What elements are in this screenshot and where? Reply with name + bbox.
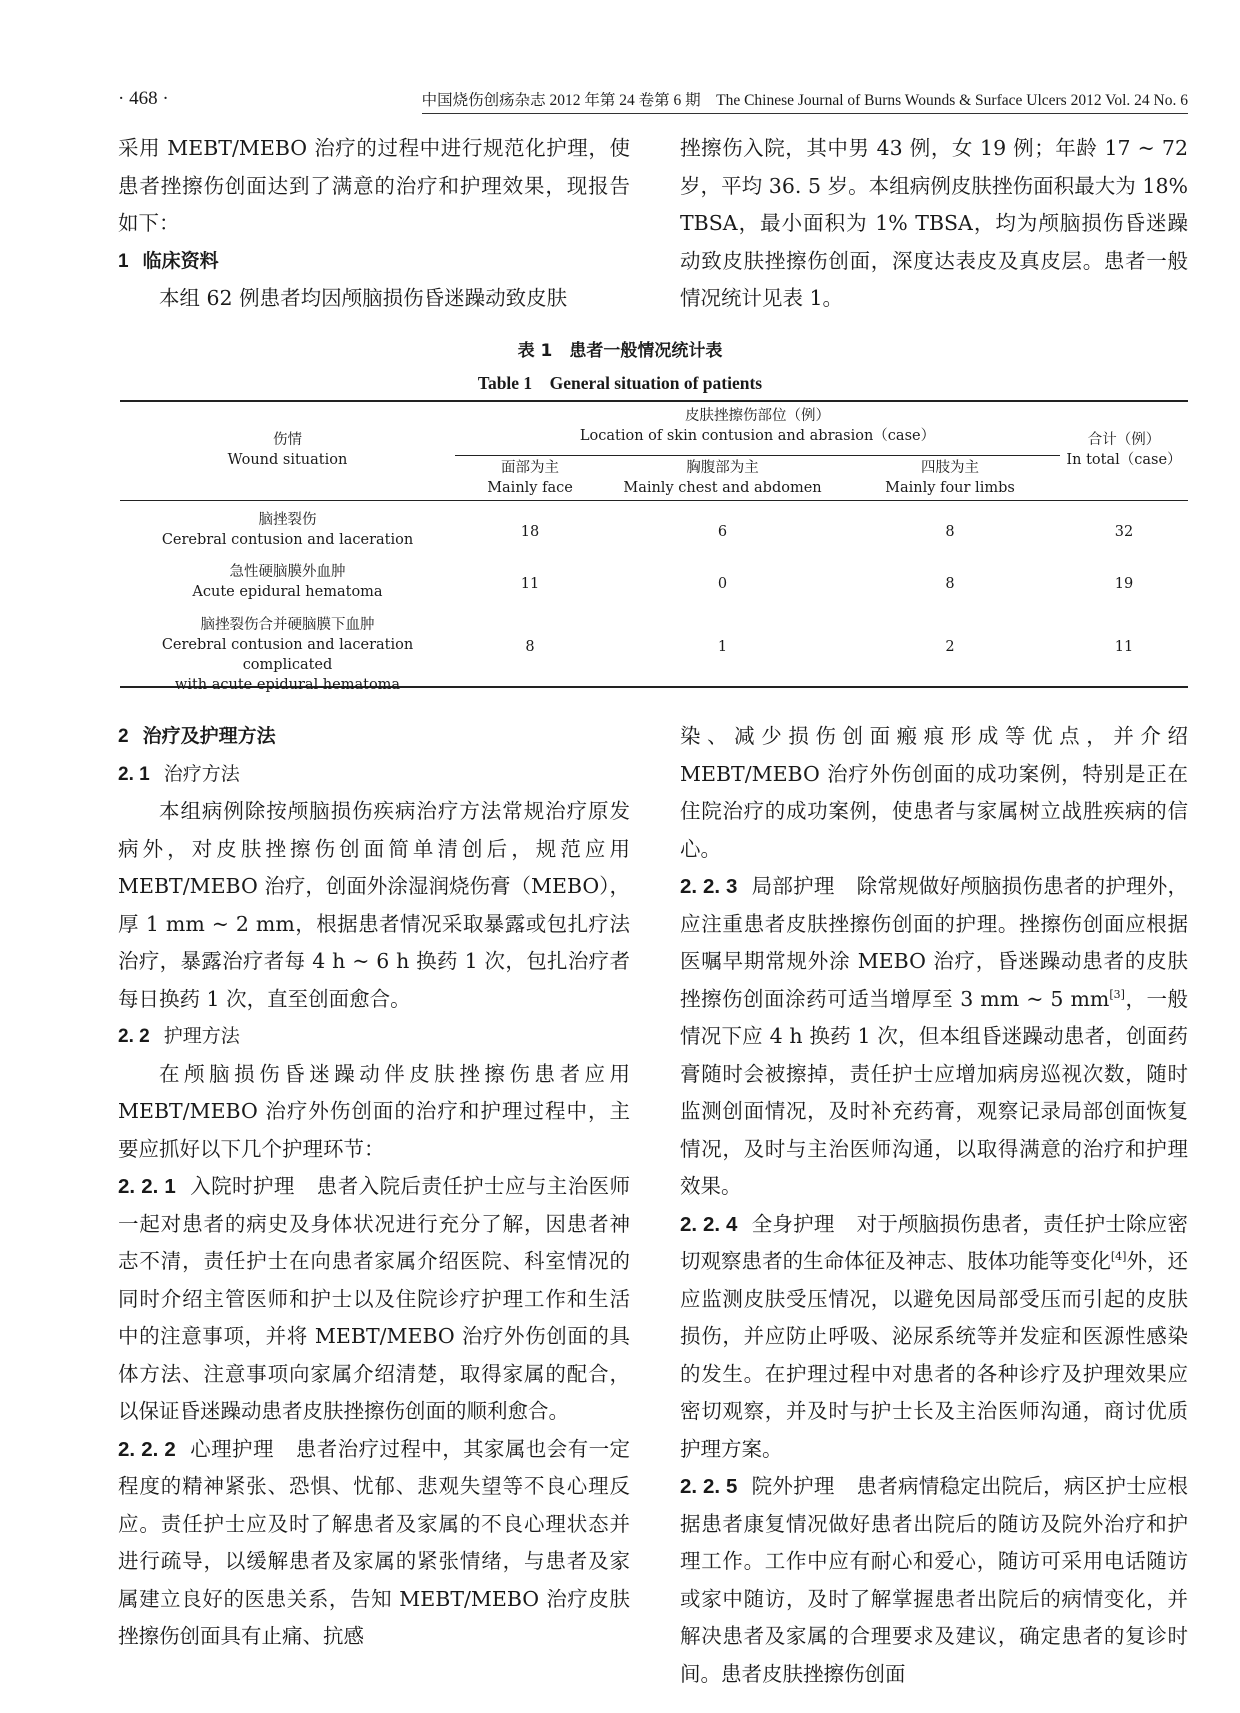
section-1-text-b: 挫擦伤入院，其中男 43 例，女 19 例；年龄 17 ~ 72 岁，平均 36. 5 岁。本组病例皮肤挫伤面积最大为 18% TBSA，最小面积为 1% TBSA，均为颅脑损伤昏迷躁动致皮肤挫擦伤创面，深度达表皮及真皮层。患者一般情况统计见表 1。 xyxy=(680,136,1188,310)
header-face: 面部为主 Mainly face xyxy=(487,460,573,496)
citation-3: [3] xyxy=(1109,987,1125,1001)
section-2-heading: 2 治疗及护理方法 xyxy=(118,725,276,747)
table-cell: 0 xyxy=(717,576,728,592)
intro-left-column xyxy=(118,130,630,318)
table-cell: 8 xyxy=(945,524,955,540)
page-number: · 468 · xyxy=(118,88,169,109)
right-column xyxy=(680,718,1188,1693)
patients-table xyxy=(120,400,1188,693)
header-wound: 伤情 Wound situation xyxy=(227,432,348,468)
table-cell: 8 xyxy=(945,576,955,592)
table-row-1-label: 脑挫裂伤 Cerebral contusion and laceration xyxy=(161,512,414,548)
running-header xyxy=(118,84,1188,114)
section-2-2-4-paragraph: 2. 2. 4 全身护理 对于颅脑损伤患者，责任护士除应密切观察患者的生命体征及神志、肢体功能等变化[4]外，还应监测皮肤受压情况，以避免因局部受压而引起的皮肤损伤，并应防止呼吸、泌尿系统等并发症和医源性感染的发生。在护理过程中对患者的各种诊疗及护理效果应密切观察，并及时与护士长及主治医师沟通，商讨优质护理方案。 xyxy=(680,1211,1189,1461)
section-2-2-3-paragraph: 2. 2. 3 局部护理 除常规做好颅脑损伤患者的护理外，应注重患者皮肤挫擦伤创面的护理。挫擦伤创面应根据医嘱早期常规外涂 MEBO 治疗，昏迷躁动患者的皮肤挫擦伤创面涂药可适当增厚至 3 mm ~ 5 mm[3]，一般情况下应 4 h 换药 1 次，但本组昏迷躁动患者，创面药膏随时会被擦掉，责任护士应增加病房巡视次数，随时监测创面情况，及时补充药膏，观察记录局部创面恢复情况，及时与主治医师沟通，以取得满意的治疗和护理效果。 xyxy=(680,874,1189,1198)
intro-paragraph: 采用 MEBT/MEBO 治疗的过程中进行规范化护理，使患者挫擦伤创面达到了满意的治疗和护理效果，现报告如下： xyxy=(118,136,630,235)
table-cell: 6 xyxy=(717,524,728,540)
table-header-rule xyxy=(120,500,1188,501)
table-caption-en: Table 1 General situation of patients xyxy=(477,373,763,393)
table-caption-cn: 表 1 患者一般情况统计表 xyxy=(517,341,723,361)
citation-4: [4] xyxy=(1110,1250,1127,1264)
table-cell: 2 xyxy=(945,639,955,655)
left-column xyxy=(118,718,630,1656)
section-2-2-1-paragraph: 2. 2. 1 入院时护理 患者入院后责任护士应与主治医师一起对患者的病史及身体状况进行充分了解，因患者神志不清，责任护士在向患者家属介绍医院、科室情况的同时介绍主管医师和护士以及住院诊疗护理工作和生活中的注意事项，并将 MEBT/MEBO 治疗外伤创面的具体方法、注意事项向家属介绍清楚，取得家属的配合，以保证昏迷躁动患者皮肤挫擦伤创面的顺利愈合。 xyxy=(118,1174,631,1423)
section-2-2-2-paragraph: 2. 2. 2 心理护理 患者治疗过程中，其家属也会有一定程度的精神紧张、恐惧、忧郁、悲观失望等不良心理反应。责任护士应及时了解患者及家属的不良心理状态并进行疏导，以缓解患者及家属的紧张情绪，与患者及家属建立良好的医患关系，告知 MEBT/MEBO 治疗皮肤挫擦伤创面具有止痛、抗感 xyxy=(118,1436,630,1648)
table-cell: 8 xyxy=(525,639,535,655)
section-2-2-5-paragraph: 2. 2. 5 院外护理 患者病情稳定出院后，病区护士应根据患者康复情况做好患者出院后的随访及院外治疗和护理工作。工作中应有耐心和爱心，随访可采用电话随访或家中随访，及时了解掌握患者出院后的病情变化，并解决患者及家属的合理要求及建议，确定患者的复诊时间。患者皮肤挫擦伤创面 xyxy=(680,1474,1189,1686)
header-limbs: 四肢为主 Mainly four limbs xyxy=(885,460,1015,496)
header-location: 皮肤挫擦伤部位（例） Location of skin contusion and abrasion（case） xyxy=(579,408,936,444)
continued-text: 染、减少损伤创面瘢痕形成等优点，并介绍 MEBT/MEBO 治疗外伤创面的成功案例，特别是正在住院治疗的成功案例，使患者与家属树立战胜疾病的信心。 xyxy=(680,724,1188,861)
section-2-1-heading: 2. 1 治疗方法 xyxy=(118,762,240,785)
table-cell: 11 xyxy=(1114,639,1134,655)
section-1-text-a: 本组 62 例患者均因颅脑损伤昏迷躁动致皮肤 xyxy=(159,286,568,310)
table-cell: 1 xyxy=(717,639,728,655)
section-2-2-text: 在颅脑损伤昏迷躁动伴皮肤挫擦伤患者应用 MEBT/MEBO 治疗外伤创面的治疗和护理过程中，主要应抓好以下几个护理环节： xyxy=(118,1061,630,1161)
section-2-1-text: 本组病例除按颅脑损伤疾病治疗方法常规治疗原发病外，对皮肤挫擦伤创面简单清创后，规范应用 MEBT/MEBO 治疗，创面外涂湿润烧伤膏（MEBO），厚 1 mm ~ 2 mm，根据患者情况采取暴露或包扎疗法治疗，暴露治疗者每 4 h ~ 6 h 换药 1 次，包扎治疗者每日换药 1 次，直至创面愈合。 xyxy=(118,799,630,1011)
table-cell: 32 xyxy=(1114,524,1134,540)
header-total: 合计（例） In total（case） xyxy=(1066,432,1182,468)
journal-title: 中国烧伤创疡杂志 2012 年第 24 卷第 6 期 The Chinese Journal of Burns Wounds & Surface Ulcers 2012 Vol. 24 No. 6 xyxy=(422,88,1188,114)
table-cell: 19 xyxy=(1114,576,1134,592)
table-row-3-label: 脑挫裂伤合并硬脑膜下血肿 Cerebral contusion and laceration complicated with acute epidural hematoma xyxy=(161,617,414,693)
table-cell: 11 xyxy=(520,576,540,592)
header-chest: 胸腹部为主 Mainly chest and abdomen xyxy=(623,460,822,496)
table-cell: 18 xyxy=(520,524,540,540)
table-location-rule xyxy=(455,455,1060,456)
intro-right-column xyxy=(680,130,1188,318)
section-1-heading: 1 临床资料 xyxy=(118,249,219,272)
table-row-2-label: 急性硬脑膜外血肿 Acute epidural hematoma xyxy=(192,564,383,600)
section-2-2-heading: 2. 2 护理方法 xyxy=(118,1025,240,1047)
table-top-rule xyxy=(120,400,1188,402)
